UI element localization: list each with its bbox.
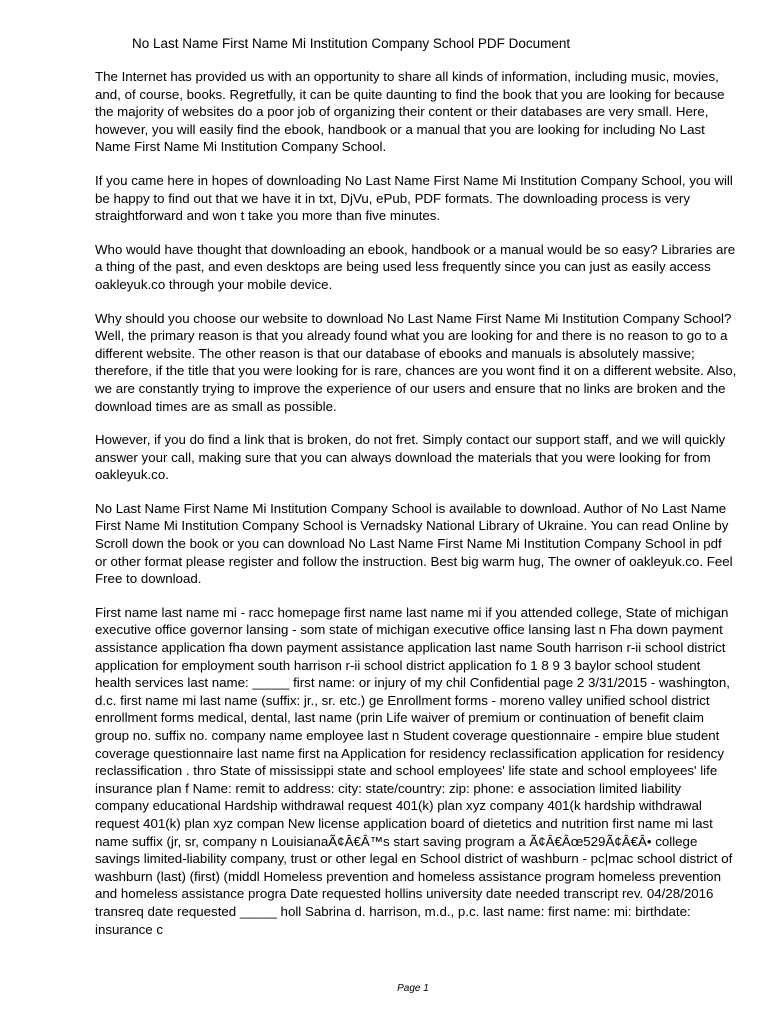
paragraph-broken-links: However, if you do find a link that is broken, do not fret. Simply contact our support staff, and we will quickly answer your call, making sure that you can always download the materials that you were looking for from oakleyuk.co. <box>95 432 726 483</box>
paragraph-why-choose: Why should you choose our website to download No Last Name First Name Mi Institution Company School? Well, the primary reason is that you already found what you are looking for and there is no reason to go to a different website. The other reason is that our database of ebooks and manuals is absolutely massive; therefore, if the title that you were looking for is rare, chances are you wont find it on a different website. Also, we are constantly trying to improve the experience of our users and ensure that no links are broken and the download times are as small as possible. <box>95 310 737 414</box>
paragraph-formats: If you came here in hopes of downloading No Last Name First Name Mi Institution Company School, you will be happy to find out that we have it in txt, DjVu, ePub, PDF formats. The downloading process is very straightforward and won t take you more than five minutes. <box>95 172 733 224</box>
paragraph-keywords: First name last name mi - racc homepage first name last name mi if you attended college, State of michigan executive office governor lansing - som state of michigan executive office lansing last n Fha down payment assistance application fha down payment assistance application last name South harrison r-ii school district application for employment south harrison r-ii school district application fo 1 8 9 3 baylor school student health services last name: _____ first name: or injury of my chil Confidential page 2 3/31/2015 - washington, d.c. first name mi last name (suffix: jr., sr. etc.) ge Enrollment forms - moreno valley unified school district enrollment forms medical, dental, last name (prin Life waiver of premium or continuation of benefit claim group no. suffix no. company name employee last n Student coverage questionnaire - empire blue student coverage questionnaire last name first na Application for residency reclassification application for residency reclassification . thro State of mississippi state and school employees' life state and school employees' life insurance plan f Name: remit to address: city: state/country: zip: phone: e association limited liability company educational Hardship withdrawal request 401(k) plan xyz company 401(k hardship withdrawal request 401(k) plan xyz compan New license application board of dietetics and nutrition first name mi last name suffix (jr, sr, company n LouisianaÃ¢Â€Â™s start saving program a Ã¢Â€Âœ529Ã¢Â€Â• college savings limited-liability company, trust or other legal en School district of washburn - pc|mac school district of washburn (last) (first) (middl Homeless prevention and homeless assistance program homeless prevention and homeless assistance progra Date requested hollins university date needed transcript rev. 04/28/2016 transreq date requested _____ holl Sabrina d. harrison, m.d., p.c. last name: first name: mi: birthdate: insurance c <box>95 604 733 937</box>
page-number: Page 1 <box>397 983 429 994</box>
paragraph-intro: The Internet has provided us with an opportunity to share all kinds of information, including music, movies, and, of course, books. Regretfully, it can be quite daunting to find the book that you are looking for because the majority of websites do a poor job of organizing their content or their databases are very small. Here, however, you will easily find the ebook, handbook or a manual that you are looking for including No Last Name First Name Mi Institution Company School. <box>95 69 725 155</box>
paragraph-availability: No Last Name First Name Mi Institution Company School is available to download. Author of No Last Name First Name Mi Institution Company School is Vernadsky National Library of Ukraine. You can read Online by Scroll down the book or you can download No Last Name First Name Mi Institution Company School in pdf or other format please register and follow the instruction. Best big warm hug, The owner of oakleyuk.co. Feel Free to download. <box>95 500 733 587</box>
paragraph-ease: Who would have thought that downloading an ebook, handbook or a manual would be so easy? Libraries are a thing of the past, and even desktops are being used less frequently since you can just as easily access oakleyuk.co through your mobile device. <box>95 241 736 292</box>
document-title: No Last Name First Name Mi Institution Company School PDF Document <box>132 36 571 51</box>
document-body <box>95 68 737 938</box>
